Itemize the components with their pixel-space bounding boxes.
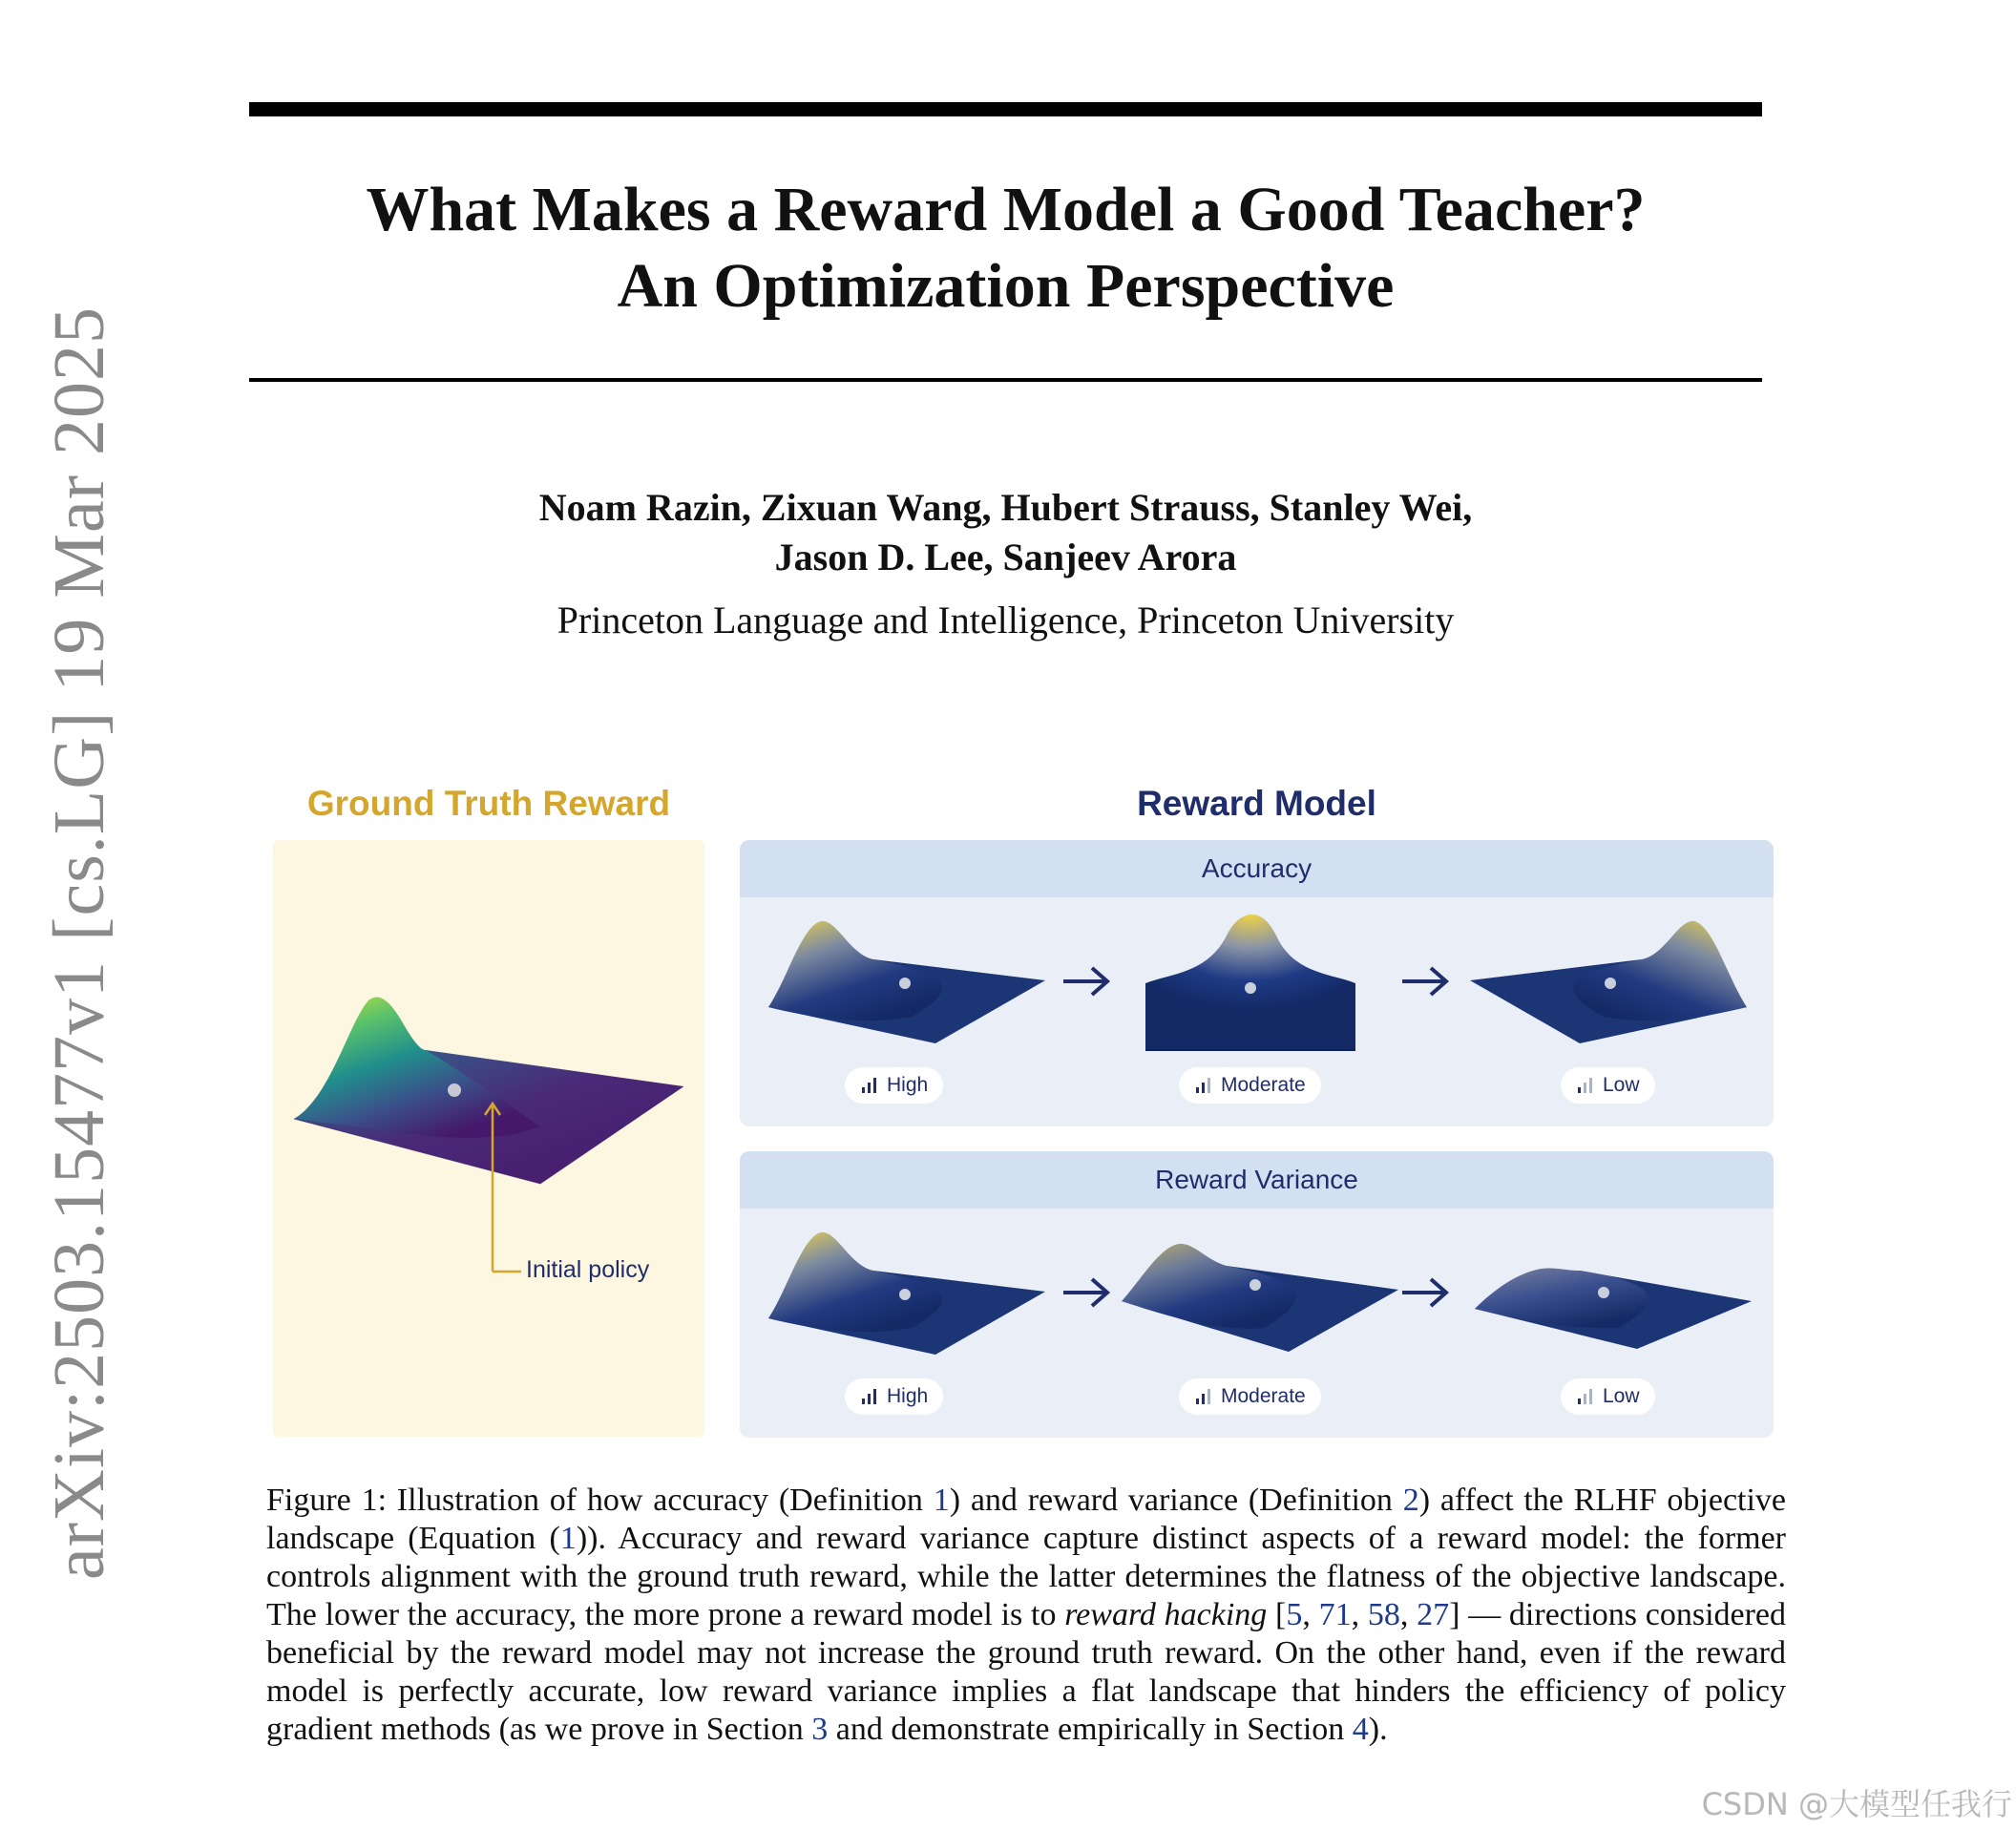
signal-bars-icon: [1194, 1387, 1213, 1406]
caption-text: [: [1267, 1597, 1287, 1632]
arrow-right-icon: [1398, 962, 1452, 1000]
initial-policy-pointer: [483, 1098, 531, 1279]
signal-bars-icon: [1576, 1076, 1595, 1095]
paper-title-line1: What Makes a Reward Model a Good Teacher?: [366, 175, 1646, 244]
citation-link[interactable]: 5: [1286, 1597, 1303, 1632]
citation-link[interactable]: 27: [1417, 1597, 1450, 1632]
accuracy-moderate-surface: [1141, 907, 1360, 1060]
accuracy-low-surface: [1470, 912, 1747, 1045]
ground-truth-reward-heading: Ground Truth Reward: [306, 784, 671, 823]
arrow-right-icon: [1060, 1273, 1113, 1312]
accuracy-panel-title: Accuracy: [740, 840, 1774, 897]
variance-moderate-surface: [1122, 1232, 1398, 1357]
signal-bars-icon: [1194, 1076, 1213, 1095]
caption-text: ).: [1368, 1712, 1388, 1747]
accuracy-level-high: [845, 1067, 943, 1104]
signal-bars-icon: [860, 1076, 879, 1095]
level-label: Low: [1603, 1074, 1640, 1096]
caption-text: ,: [1399, 1597, 1418, 1632]
ground-truth-panel: [273, 840, 704, 1437]
section-link[interactable]: 3: [811, 1712, 829, 1747]
caption-text: ,: [1351, 1597, 1368, 1632]
variance-level-high: [845, 1378, 943, 1415]
accuracy-level-moderate: [1179, 1067, 1321, 1104]
definition-link[interactable]: 2: [1402, 1483, 1419, 1518]
equation-link[interactable]: 1: [559, 1521, 577, 1556]
accuracy-level-low: [1561, 1067, 1655, 1104]
reward-model-heading: Reward Model: [1137, 784, 1376, 823]
citation-link[interactable]: 71: [1318, 1597, 1352, 1632]
variance-level-low: [1561, 1378, 1655, 1415]
affiliation: Princeton Language and Intelligence, Princeton University: [556, 599, 1455, 642]
figure-caption: [266, 1482, 1786, 1749]
reward-variance-panel: [740, 1151, 1774, 1438]
signal-bars-icon: [860, 1387, 879, 1406]
level-label: High: [887, 1074, 929, 1096]
paper-title-line2: An Optimization Perspective: [617, 251, 1395, 321]
caption-emphasis: reward hacking: [1064, 1597, 1268, 1632]
arrow-right-icon: [1060, 962, 1113, 1000]
title-bottom-rule: [249, 378, 1762, 382]
caption-text: and demonstrate empirically in Section: [828, 1712, 1353, 1747]
caption-text: )). Accuracy and reward variance capture distinct aspects of a reward model: the former controls alignment with the ground truth reward, while the latter determines the flatness of the objective landscape. The lower the accuracy, the more prone a reward model is to: [266, 1521, 1786, 1632]
citation-link[interactable]: 58: [1367, 1597, 1400, 1632]
arxiv-identifier: arXiv:2503.15477v1 [cs.LG] 19 Mar 2025: [39, 305, 119, 1580]
accuracy-high-surface: [768, 912, 1045, 1045]
section-link[interactable]: 4: [1352, 1712, 1369, 1747]
definition-link[interactable]: 1: [933, 1483, 950, 1518]
initial-policy-label: Initial policy: [526, 1256, 650, 1283]
arrow-right-icon: [1398, 1273, 1452, 1312]
variance-high-surface: [768, 1223, 1045, 1357]
caption-text: ) affect the RLHF objective landscape (Equation (: [266, 1483, 1787, 1556]
variance-level-moderate: [1179, 1378, 1321, 1415]
reward-variance-panel-title: Reward Variance: [740, 1151, 1774, 1209]
level-label: Moderate: [1221, 1074, 1306, 1096]
accuracy-panel: [740, 840, 1774, 1126]
caption-text: ,: [1302, 1597, 1319, 1632]
caption-text: ) and reward variance (Definition: [949, 1483, 1403, 1518]
signal-bars-icon: [1576, 1387, 1595, 1406]
level-label: High: [887, 1385, 929, 1407]
caption-text: Figure 1: Illustration of how accuracy (Definition: [266, 1483, 934, 1518]
authors-line2: Jason D. Lee, Sanjeev Arora: [774, 536, 1237, 578]
level-label: Low: [1603, 1385, 1640, 1407]
level-label: Moderate: [1221, 1385, 1306, 1407]
title-top-rule: [249, 102, 1762, 116]
variance-low-surface: [1475, 1242, 1752, 1357]
caption-text: ] — directions considered beneficial by the reward model may not increase the ground truth reward. On the other hand, even if the reward model is perfectly accurate, low reward variance implies a flat landscape that hinders the efficiency of policy gradient methods (as we prove in Section: [266, 1597, 1787, 1747]
watermark: CSDN @大模型任我行: [1701, 1786, 2012, 1822]
authors-line1: Noam Razin, Zixuan Wang, Hubert Strauss, Stanley Wei,: [538, 486, 1473, 529]
